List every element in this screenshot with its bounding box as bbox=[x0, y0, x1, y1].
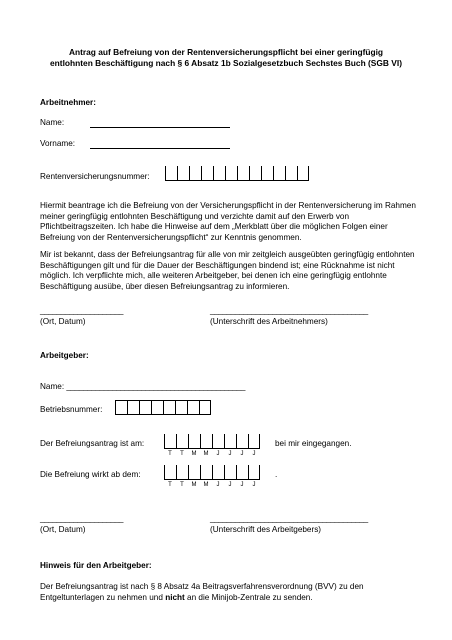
rvnr-box[interactable] bbox=[225, 166, 237, 181]
employer-name-label bbox=[40, 382, 245, 391]
rvnr-box[interactable] bbox=[189, 166, 201, 181]
acknowledgement-paragraph: Mir ist bekannt, dass der Befreiungsantrag für alle von mir zeitgleich ausgeübten geringfügig entlohnten Beschäftigungen gilt und für die Dauer der Beschäftigungen bindend ist; eine Rücknahme ist nicht möglich. Ich verpflichte mich, alle weiteren Arbeitgeber, bei denen ich eine geringfügig entlohnte Beschäftigung ausübe, über diesen Befreiungsantrag zu informieren. bbox=[40, 250, 415, 291]
notice-text-emphasis: nicht bbox=[165, 592, 185, 602]
rvnr-box[interactable] bbox=[213, 166, 225, 181]
form-title-line1: Antrag auf Befreiung von der Rentenversicherungspflicht bei einer geringfügig bbox=[68, 47, 384, 57]
employee-signature-line[interactable]: ______________________________________ bbox=[210, 306, 368, 315]
rvnr-label: Rentenversicherungsnummer: bbox=[40, 172, 150, 181]
rvnr-boxes[interactable] bbox=[165, 166, 309, 181]
date-box[interactable] bbox=[200, 465, 212, 480]
rvnr-box[interactable] bbox=[261, 166, 273, 181]
employee-heading: Arbeitnehmer: bbox=[40, 98, 96, 107]
effective-date-suffix: . bbox=[275, 470, 278, 479]
date-box[interactable] bbox=[188, 465, 200, 480]
effective-date-format-hint bbox=[164, 482, 260, 488]
employee-firstname-field[interactable] bbox=[90, 148, 230, 149]
effective-date-boxes[interactable] bbox=[164, 465, 260, 480]
date-box[interactable] bbox=[212, 465, 224, 480]
date-letter: T bbox=[180, 451, 184, 457]
employee-name-field[interactable] bbox=[90, 127, 230, 128]
rvnr-box[interactable] bbox=[165, 166, 177, 181]
date-letter: M bbox=[203, 482, 209, 488]
date-box[interactable] bbox=[236, 434, 248, 449]
rvnr-box[interactable] bbox=[201, 166, 213, 181]
employer-name-field[interactable]: ___________________________________________ bbox=[66, 382, 245, 391]
betriebsnr-box[interactable] bbox=[139, 400, 151, 415]
date-box[interactable] bbox=[164, 434, 176, 449]
rvnr-box[interactable] bbox=[285, 166, 297, 181]
date-box[interactable] bbox=[236, 465, 248, 480]
employer-notice-text bbox=[40, 582, 420, 603]
date-letter: J bbox=[216, 451, 220, 457]
date-box[interactable] bbox=[224, 434, 236, 449]
employer-signature-caption: (Unterschrift des Arbeitgebers) bbox=[210, 525, 322, 534]
employer-place-date-caption: (Ort, Datum) bbox=[40, 525, 86, 534]
date-letter: J bbox=[240, 482, 244, 488]
date-letter: J bbox=[252, 482, 256, 488]
notice-text-part1: Der Befreiungsantrag ist nach § 8 Absatz 4a Beitragsverfahrensverordnung (BVV) zu den Entgeltunterlagen zu nehmen und bbox=[40, 582, 364, 602]
received-date-format-hint bbox=[164, 451, 260, 457]
date-box[interactable] bbox=[176, 465, 188, 480]
received-date-suffix: bei mir eingegangen. bbox=[275, 439, 352, 448]
date-letter: J bbox=[240, 451, 244, 457]
date-box[interactable] bbox=[248, 465, 260, 480]
place-date-line[interactable]: ____________________ bbox=[40, 306, 124, 315]
date-letter: T bbox=[168, 482, 172, 488]
place-date-caption: (Ort, Datum) bbox=[40, 317, 86, 326]
employee-signature-caption: (Unterschrift des Arbeitnehmers) bbox=[210, 317, 328, 326]
date-box[interactable] bbox=[224, 465, 236, 480]
betriebsnr-box[interactable] bbox=[199, 400, 211, 415]
date-box[interactable] bbox=[176, 434, 188, 449]
form-title-line2: entlohnten Beschäftigung nach § 6 Absatz 1b Sozialgesetzbuch Sechstes Buch (SGB VI) bbox=[50, 58, 402, 68]
employer-signature-line[interactable]: ______________________________________ bbox=[210, 514, 368, 523]
effective-date-label: Die Befreiung wirkt ab dem: bbox=[40, 470, 141, 479]
date-letter: M bbox=[203, 451, 209, 457]
rvnr-box[interactable] bbox=[297, 166, 309, 181]
notice-text-part2: an die Minijob-Zentrale zu senden. bbox=[184, 592, 313, 602]
date-letter: T bbox=[180, 482, 184, 488]
employer-heading: Arbeitgeber: bbox=[40, 351, 89, 360]
date-box[interactable] bbox=[212, 434, 224, 449]
betriebsnr-boxes[interactable] bbox=[115, 400, 211, 415]
rvnr-box[interactable] bbox=[249, 166, 261, 181]
betriebsnr-label: Betriebsnummer: bbox=[40, 405, 103, 414]
received-date-label: Der Befreiungsantrag ist am: bbox=[40, 439, 145, 448]
date-letter: J bbox=[228, 482, 232, 488]
rvnr-box[interactable] bbox=[177, 166, 189, 181]
date-letter: J bbox=[228, 451, 232, 457]
employee-firstname-label: Vorname: bbox=[40, 139, 76, 148]
betriebsnr-box[interactable] bbox=[163, 400, 175, 415]
betriebsnr-box[interactable] bbox=[127, 400, 139, 415]
betriebsnr-box[interactable] bbox=[151, 400, 163, 415]
betriebsnr-box[interactable] bbox=[175, 400, 187, 415]
received-date-boxes[interactable] bbox=[164, 434, 260, 449]
declaration-paragraph: Hiermit beantrage ich die Befreiung von der Versicherungspflicht in der Rentenversicherung im Rahmen meiner geringfügig entlohnten Beschäftigung und verzichte damit auf den Erwerb von Pflichtbeitragszeiten. Ich habe die Hinweise auf dem „Merkblatt über die möglichen Folgen einer Befreiung von der Rentenversicherungspflicht“ zur Kenntnis genommen. bbox=[40, 201, 416, 242]
date-box[interactable] bbox=[200, 434, 212, 449]
date-box[interactable] bbox=[188, 434, 200, 449]
date-box[interactable] bbox=[248, 434, 260, 449]
date-letter: T bbox=[168, 451, 172, 457]
employer-notice-heading: Hinweis für den Arbeitgeber: bbox=[40, 561, 152, 570]
date-box[interactable] bbox=[164, 465, 176, 480]
date-letter: M bbox=[191, 451, 197, 457]
date-letter: J bbox=[252, 451, 256, 457]
betriebsnr-box[interactable] bbox=[187, 400, 199, 415]
rvnr-box[interactable] bbox=[273, 166, 285, 181]
date-letter: M bbox=[191, 482, 197, 488]
betriebsnr-box[interactable] bbox=[115, 400, 127, 415]
rvnr-box[interactable] bbox=[237, 166, 249, 181]
employee-name-label: Name: bbox=[40, 118, 65, 127]
employer-place-date-line[interactable]: ____________________ bbox=[40, 514, 124, 523]
date-letter: J bbox=[216, 482, 220, 488]
employer-name-label-text: Name: bbox=[40, 382, 67, 391]
